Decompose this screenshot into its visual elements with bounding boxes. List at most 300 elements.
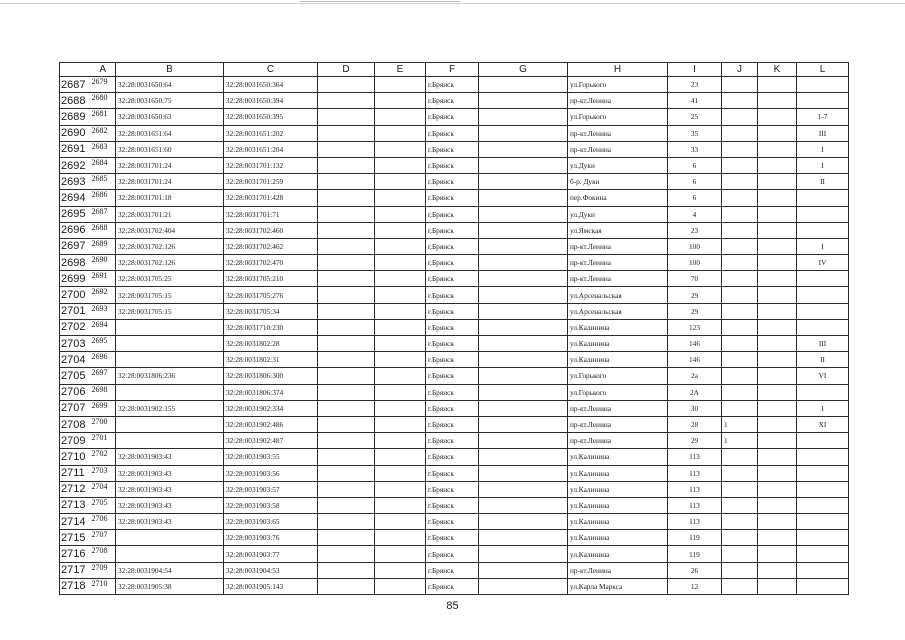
cell-h[interactable]: ул.Калинина bbox=[568, 352, 668, 368]
cell-j[interactable] bbox=[722, 190, 758, 206]
cell-e[interactable] bbox=[375, 546, 426, 562]
cell-f[interactable]: г.Брянск bbox=[426, 530, 479, 546]
cell-i[interactable]: 123 bbox=[668, 319, 722, 335]
cell-j[interactable] bbox=[722, 384, 758, 400]
cell-c[interactable]: 32:28:0031651:204 bbox=[224, 141, 318, 157]
cell-g[interactable] bbox=[479, 287, 568, 303]
cell-g[interactable] bbox=[479, 303, 568, 319]
cell-l[interactable] bbox=[797, 222, 849, 238]
cell-k[interactable] bbox=[758, 125, 797, 141]
cell-i[interactable]: 23 bbox=[668, 222, 722, 238]
cell-g[interactable] bbox=[479, 336, 568, 352]
cell-g[interactable] bbox=[479, 190, 568, 206]
cell-d[interactable] bbox=[318, 433, 375, 449]
cell-d[interactable] bbox=[318, 530, 375, 546]
cell-k[interactable] bbox=[758, 141, 797, 157]
cell-j[interactable] bbox=[722, 206, 758, 222]
cell-h[interactable]: ул.Калинина bbox=[568, 497, 668, 513]
cell-j[interactable] bbox=[722, 530, 758, 546]
column-header-g[interactable]: G bbox=[479, 63, 568, 77]
cell-h[interactable]: ул.Горького bbox=[568, 384, 668, 400]
cell-d[interactable] bbox=[318, 157, 375, 173]
cell-k[interactable] bbox=[758, 109, 797, 125]
cell-h[interactable]: ул.Калинина bbox=[568, 465, 668, 481]
cell-h[interactable]: ул.Карла Маркса bbox=[568, 578, 668, 594]
cell-i[interactable]: 25 bbox=[668, 109, 722, 125]
cell-i[interactable]: 28 bbox=[668, 416, 722, 432]
cell-i[interactable]: 35 bbox=[668, 125, 722, 141]
cell-f[interactable]: г.Брянск bbox=[426, 157, 479, 173]
cell-c[interactable]: 32:28:0031650:395 bbox=[224, 109, 318, 125]
cell-f[interactable]: г.Брянск bbox=[426, 77, 479, 93]
cell-a[interactable]: 2685 bbox=[91, 174, 116, 190]
cell-e[interactable] bbox=[375, 255, 426, 271]
cell-e[interactable] bbox=[375, 109, 426, 125]
cell-c[interactable]: 32:28:0031903:58 bbox=[224, 497, 318, 513]
cell-f[interactable]: г.Брянск bbox=[426, 287, 479, 303]
cell-g[interactable] bbox=[479, 497, 568, 513]
cell-e[interactable] bbox=[375, 141, 426, 157]
cell-f[interactable]: г.Брянск bbox=[426, 206, 479, 222]
cell-b[interactable]: 32:28:0031903:43 bbox=[116, 497, 224, 513]
cell-e[interactable] bbox=[375, 497, 426, 513]
cell-f[interactable]: г.Брянск bbox=[426, 449, 479, 465]
cell-e[interactable] bbox=[375, 578, 426, 594]
cell-j[interactable] bbox=[722, 125, 758, 141]
cell-e[interactable] bbox=[375, 206, 426, 222]
cell-e[interactable] bbox=[375, 303, 426, 319]
cell-b[interactable]: 32:28:0031705:15 bbox=[116, 303, 224, 319]
cell-b[interactable]: 32:28:0031702:404 bbox=[116, 222, 224, 238]
cell-d[interactable] bbox=[318, 303, 375, 319]
cell-a[interactable]: 2708 bbox=[91, 546, 116, 562]
cell-f[interactable]: г.Брянск bbox=[426, 238, 479, 254]
cell-f[interactable]: г.Брянск bbox=[426, 93, 479, 109]
cell-c[interactable]: 32:28:0031651:202 bbox=[224, 125, 318, 141]
cell-c[interactable]: 32:28:0031702:470 bbox=[224, 255, 318, 271]
cell-d[interactable] bbox=[318, 562, 375, 578]
cell-g[interactable] bbox=[479, 238, 568, 254]
cell-j[interactable] bbox=[722, 562, 758, 578]
cell-k[interactable] bbox=[758, 271, 797, 287]
cell-h[interactable]: пр-кт.Ленина bbox=[568, 433, 668, 449]
cell-a[interactable]: 2681 bbox=[91, 109, 116, 125]
cell-i[interactable]: 41 bbox=[668, 93, 722, 109]
cell-k[interactable] bbox=[758, 465, 797, 481]
cell-i[interactable]: 146 bbox=[668, 352, 722, 368]
column-header-a[interactable]: A bbox=[91, 63, 116, 77]
cell-l[interactable] bbox=[797, 530, 849, 546]
cell-j[interactable] bbox=[722, 497, 758, 513]
cell-i[interactable]: 113 bbox=[668, 449, 722, 465]
cell-b[interactable] bbox=[116, 384, 224, 400]
cell-h[interactable]: ул.Ямская bbox=[568, 222, 668, 238]
cell-d[interactable] bbox=[318, 141, 375, 157]
cell-a[interactable]: 2709 bbox=[91, 562, 116, 578]
cell-j[interactable] bbox=[722, 368, 758, 384]
cell-b[interactable] bbox=[116, 416, 224, 432]
cell-d[interactable] bbox=[318, 336, 375, 352]
cell-g[interactable] bbox=[479, 157, 568, 173]
cell-c[interactable]: 32:28:0031903:76 bbox=[224, 530, 318, 546]
cell-e[interactable] bbox=[375, 319, 426, 335]
cell-d[interactable] bbox=[318, 206, 375, 222]
cell-j[interactable] bbox=[722, 352, 758, 368]
cell-f[interactable]: г.Брянск bbox=[426, 416, 479, 432]
cell-d[interactable] bbox=[318, 287, 375, 303]
cell-c[interactable]: 32:28:0031806:374 bbox=[224, 384, 318, 400]
cell-l[interactable] bbox=[797, 77, 849, 93]
cell-i[interactable]: 23 bbox=[668, 77, 722, 93]
cell-d[interactable] bbox=[318, 174, 375, 190]
cell-i[interactable]: 113 bbox=[668, 465, 722, 481]
cell-i[interactable]: 113 bbox=[668, 514, 722, 530]
cell-a[interactable]: 2698 bbox=[91, 384, 116, 400]
cell-c[interactable]: 32:28:0031650:394 bbox=[224, 93, 318, 109]
cell-e[interactable] bbox=[375, 433, 426, 449]
cell-e[interactable] bbox=[375, 125, 426, 141]
cell-d[interactable] bbox=[318, 546, 375, 562]
cell-l[interactable]: I bbox=[797, 238, 849, 254]
column-header-c[interactable]: C bbox=[224, 63, 318, 77]
cell-a[interactable]: 2705 bbox=[91, 497, 116, 513]
cell-f[interactable]: г.Брянск bbox=[426, 465, 479, 481]
cell-b[interactable] bbox=[116, 352, 224, 368]
cell-j[interactable] bbox=[722, 141, 758, 157]
cell-i[interactable]: 29 bbox=[668, 303, 722, 319]
cell-i[interactable]: 6 bbox=[668, 174, 722, 190]
cell-l[interactable] bbox=[797, 465, 849, 481]
cell-b[interactable] bbox=[116, 546, 224, 562]
cell-e[interactable] bbox=[375, 352, 426, 368]
cell-c[interactable]: 32:28:0031903:65 bbox=[224, 514, 318, 530]
cell-h[interactable]: ул.Арсенальская bbox=[568, 287, 668, 303]
cell-d[interactable] bbox=[318, 238, 375, 254]
cell-f[interactable]: г.Брянск bbox=[426, 546, 479, 562]
cell-f[interactable]: г.Брянск bbox=[426, 190, 479, 206]
cell-b[interactable]: 32:28:0031650:75 bbox=[116, 93, 224, 109]
cell-l[interactable]: II bbox=[797, 352, 849, 368]
cell-c[interactable]: 32:28:0031904:53 bbox=[224, 562, 318, 578]
cell-e[interactable] bbox=[375, 77, 426, 93]
cell-d[interactable] bbox=[318, 255, 375, 271]
cell-k[interactable] bbox=[758, 336, 797, 352]
cell-l[interactable] bbox=[797, 206, 849, 222]
cell-i[interactable]: 33 bbox=[668, 141, 722, 157]
cell-d[interactable] bbox=[318, 384, 375, 400]
column-header-i[interactable]: I bbox=[668, 63, 722, 77]
cell-f[interactable]: г.Брянск bbox=[426, 497, 479, 513]
cell-h[interactable]: б-р. Дуки bbox=[568, 174, 668, 190]
cell-h[interactable]: пр-кт.Ленина bbox=[568, 562, 668, 578]
cell-i[interactable]: 146 bbox=[668, 336, 722, 352]
cell-k[interactable] bbox=[758, 77, 797, 93]
cell-d[interactable] bbox=[318, 465, 375, 481]
cell-h[interactable]: ул.Горького bbox=[568, 368, 668, 384]
cell-c[interactable]: 32:28:0031705:210 bbox=[224, 271, 318, 287]
cell-e[interactable] bbox=[375, 449, 426, 465]
cell-k[interactable] bbox=[758, 319, 797, 335]
cell-h[interactable]: ул.Калинина bbox=[568, 530, 668, 546]
cell-f[interactable]: г.Брянск bbox=[426, 514, 479, 530]
column-header-d[interactable]: D bbox=[318, 63, 375, 77]
cell-f[interactable]: г.Брянск bbox=[426, 433, 479, 449]
cell-l[interactable] bbox=[797, 433, 849, 449]
cell-b[interactable]: 32:28:0031806:236 bbox=[116, 368, 224, 384]
cell-k[interactable] bbox=[758, 368, 797, 384]
cell-b[interactable]: 32:28:0031701:24 bbox=[116, 174, 224, 190]
cell-a[interactable]: 2691 bbox=[91, 271, 116, 287]
cell-b[interactable]: 32:28:0031650:63 bbox=[116, 109, 224, 125]
cell-j[interactable] bbox=[722, 109, 758, 125]
cell-d[interactable] bbox=[318, 271, 375, 287]
cell-h[interactable]: пр-кт.Ленина bbox=[568, 93, 668, 109]
cell-a[interactable]: 2696 bbox=[91, 352, 116, 368]
cell-a[interactable]: 2694 bbox=[91, 319, 116, 335]
cell-f[interactable]: г.Брянск bbox=[426, 303, 479, 319]
cell-c[interactable]: 32:28:0031701:71 bbox=[224, 206, 318, 222]
cell-d[interactable] bbox=[318, 497, 375, 513]
cell-d[interactable] bbox=[318, 352, 375, 368]
cell-i[interactable]: 30 bbox=[668, 400, 722, 416]
cell-a[interactable]: 2684 bbox=[91, 157, 116, 173]
cell-d[interactable] bbox=[318, 319, 375, 335]
cell-a[interactable]: 2693 bbox=[91, 303, 116, 319]
column-header-l[interactable]: L bbox=[797, 63, 849, 77]
cell-b[interactable]: 32:28:0031701:24 bbox=[116, 157, 224, 173]
cell-c[interactable]: 32:28:0031702:462 bbox=[224, 238, 318, 254]
cell-l[interactable] bbox=[797, 481, 849, 497]
cell-c[interactable]: 32:28:0031702:460 bbox=[224, 222, 318, 238]
cell-a[interactable]: 2701 bbox=[91, 433, 116, 449]
column-header-b[interactable]: B bbox=[116, 63, 224, 77]
cell-e[interactable] bbox=[375, 481, 426, 497]
cell-e[interactable] bbox=[375, 238, 426, 254]
cell-a[interactable]: 2710 bbox=[91, 578, 116, 594]
cell-d[interactable] bbox=[318, 481, 375, 497]
cell-d[interactable] bbox=[318, 514, 375, 530]
cell-j[interactable] bbox=[722, 481, 758, 497]
cell-b[interactable]: 32:28:0031651:64 bbox=[116, 125, 224, 141]
cell-a[interactable]: 2699 bbox=[91, 400, 116, 416]
cell-l[interactable] bbox=[797, 93, 849, 109]
cell-k[interactable] bbox=[758, 449, 797, 465]
cell-l[interactable]: IV bbox=[797, 255, 849, 271]
cell-g[interactable] bbox=[479, 368, 568, 384]
cell-j[interactable] bbox=[722, 157, 758, 173]
column-header-j[interactable]: J bbox=[722, 63, 758, 77]
cell-k[interactable] bbox=[758, 400, 797, 416]
column-header-f[interactable]: F bbox=[426, 63, 479, 77]
cell-e[interactable] bbox=[375, 384, 426, 400]
cell-a[interactable]: 2700 bbox=[91, 416, 116, 432]
cell-h[interactable]: пр-кт.Ленина bbox=[568, 400, 668, 416]
cell-g[interactable] bbox=[479, 400, 568, 416]
cell-a[interactable]: 2692 bbox=[91, 287, 116, 303]
cell-b[interactable]: 32:28:0031705:25 bbox=[116, 271, 224, 287]
cell-b[interactable] bbox=[116, 319, 224, 335]
cell-g[interactable] bbox=[479, 93, 568, 109]
cell-j[interactable] bbox=[722, 449, 758, 465]
cell-b[interactable] bbox=[116, 336, 224, 352]
cell-a[interactable]: 2688 bbox=[91, 222, 116, 238]
cell-f[interactable]: г.Брянск bbox=[426, 255, 479, 271]
cell-l[interactable]: III bbox=[797, 125, 849, 141]
cell-k[interactable] bbox=[758, 157, 797, 173]
cell-d[interactable] bbox=[318, 190, 375, 206]
cell-a[interactable]: 2690 bbox=[91, 255, 116, 271]
cell-b[interactable]: 32:28:0031904:54 bbox=[116, 562, 224, 578]
cell-b[interactable]: 32:28:0031903:43 bbox=[116, 514, 224, 530]
cell-e[interactable] bbox=[375, 222, 426, 238]
cell-h[interactable]: ул.Калинина bbox=[568, 336, 668, 352]
cell-g[interactable] bbox=[479, 449, 568, 465]
cell-k[interactable] bbox=[758, 222, 797, 238]
cell-i[interactable]: 119 bbox=[668, 530, 722, 546]
cell-i[interactable]: 100 bbox=[668, 255, 722, 271]
cell-e[interactable] bbox=[375, 514, 426, 530]
cell-a[interactable]: 2707 bbox=[91, 530, 116, 546]
cell-b[interactable]: 32:28:0031902:155 bbox=[116, 400, 224, 416]
cell-j[interactable]: 1 bbox=[722, 416, 758, 432]
cell-l[interactable] bbox=[797, 578, 849, 594]
cell-f[interactable]: г.Брянск bbox=[426, 174, 479, 190]
cell-k[interactable] bbox=[758, 190, 797, 206]
cell-c[interactable]: 32:28:0031903:77 bbox=[224, 546, 318, 562]
cell-h[interactable]: ул.Арсенальская bbox=[568, 303, 668, 319]
cell-b[interactable]: 32:28:0031651:60 bbox=[116, 141, 224, 157]
cell-l[interactable] bbox=[797, 319, 849, 335]
cell-a[interactable]: 2697 bbox=[91, 368, 116, 384]
cell-g[interactable] bbox=[479, 255, 568, 271]
cell-l[interactable]: III bbox=[797, 336, 849, 352]
column-header-k[interactable]: K bbox=[758, 63, 797, 77]
cell-j[interactable] bbox=[722, 238, 758, 254]
cell-i[interactable]: 12 bbox=[668, 578, 722, 594]
cell-j[interactable] bbox=[722, 546, 758, 562]
cell-i[interactable]: 70 bbox=[668, 271, 722, 287]
cell-c[interactable]: 32:28:0031902:487 bbox=[224, 433, 318, 449]
cell-c[interactable]: 32:28:0031701:132 bbox=[224, 157, 318, 173]
cell-j[interactable] bbox=[722, 255, 758, 271]
cell-b[interactable]: 32:28:0031903:43 bbox=[116, 449, 224, 465]
cell-j[interactable] bbox=[722, 271, 758, 287]
cell-f[interactable]: г.Брянск bbox=[426, 125, 479, 141]
cell-b[interactable]: 32:28:0031905:38 bbox=[116, 578, 224, 594]
cell-g[interactable] bbox=[479, 562, 568, 578]
cell-l[interactable] bbox=[797, 303, 849, 319]
cell-b[interactable]: 32:28:0031705:15 bbox=[116, 287, 224, 303]
cell-f[interactable]: г.Брянск bbox=[426, 578, 479, 594]
column-header-h[interactable]: H bbox=[568, 63, 668, 77]
cell-f[interactable]: г.Брянск bbox=[426, 319, 479, 335]
cell-c[interactable]: 32:28:0031902:486 bbox=[224, 416, 318, 432]
cell-g[interactable] bbox=[479, 141, 568, 157]
cell-h[interactable]: ул.Дуки bbox=[568, 157, 668, 173]
cell-k[interactable] bbox=[758, 93, 797, 109]
cell-f[interactable]: г.Брянск bbox=[426, 336, 479, 352]
cell-l[interactable]: VI bbox=[797, 368, 849, 384]
cell-l[interactable] bbox=[797, 546, 849, 562]
cell-g[interactable] bbox=[479, 465, 568, 481]
cell-j[interactable] bbox=[722, 514, 758, 530]
cell-h[interactable]: пр-кт.Ленина bbox=[568, 238, 668, 254]
cell-c[interactable]: 32:28:0031802:28 bbox=[224, 336, 318, 352]
cell-g[interactable] bbox=[479, 481, 568, 497]
cell-l[interactable] bbox=[797, 190, 849, 206]
cell-a[interactable]: 2695 bbox=[91, 336, 116, 352]
cell-f[interactable]: г.Брянск bbox=[426, 400, 479, 416]
cell-j[interactable] bbox=[722, 174, 758, 190]
cell-g[interactable] bbox=[479, 271, 568, 287]
cell-i[interactable]: 2А bbox=[668, 384, 722, 400]
cell-k[interactable] bbox=[758, 433, 797, 449]
cell-c[interactable]: 32:28:0031701:259 bbox=[224, 174, 318, 190]
cell-b[interactable]: 32:28:0031903:43 bbox=[116, 481, 224, 497]
cell-b[interactable]: 32:28:0031701:18 bbox=[116, 190, 224, 206]
cell-i[interactable]: 26 bbox=[668, 562, 722, 578]
column-header-e[interactable]: E bbox=[375, 63, 426, 77]
cell-f[interactable]: г.Брянск bbox=[426, 109, 479, 125]
cell-l[interactable] bbox=[797, 271, 849, 287]
cell-e[interactable] bbox=[375, 287, 426, 303]
cell-g[interactable] bbox=[479, 352, 568, 368]
cell-c[interactable]: 32:28:0031903:55 bbox=[224, 449, 318, 465]
cell-k[interactable] bbox=[758, 352, 797, 368]
cell-c[interactable]: 32:28:0031905:143 bbox=[224, 578, 318, 594]
cell-i[interactable]: 2а bbox=[668, 368, 722, 384]
cell-e[interactable] bbox=[375, 157, 426, 173]
cell-c[interactable]: 32:28:0031701:428 bbox=[224, 190, 318, 206]
cell-j[interactable] bbox=[722, 336, 758, 352]
cell-g[interactable] bbox=[479, 416, 568, 432]
cell-g[interactable] bbox=[479, 319, 568, 335]
cell-c[interactable]: 32:28:0031710:230 bbox=[224, 319, 318, 335]
cell-l[interactable] bbox=[797, 287, 849, 303]
cell-c[interactable]: 32:28:0031705:34 bbox=[224, 303, 318, 319]
cell-h[interactable]: пер.Фокина bbox=[568, 190, 668, 206]
cell-a[interactable]: 2703 bbox=[91, 465, 116, 481]
cell-a[interactable]: 2687 bbox=[91, 206, 116, 222]
cell-k[interactable] bbox=[758, 481, 797, 497]
cell-i[interactable]: 4 bbox=[668, 206, 722, 222]
cell-g[interactable] bbox=[479, 546, 568, 562]
cell-i[interactable]: 6 bbox=[668, 157, 722, 173]
cell-a[interactable]: 2680 bbox=[91, 93, 116, 109]
cell-l[interactable]: I bbox=[797, 141, 849, 157]
cell-d[interactable] bbox=[318, 578, 375, 594]
cell-f[interactable]: г.Брянск bbox=[426, 384, 479, 400]
cell-e[interactable] bbox=[375, 465, 426, 481]
cell-d[interactable] bbox=[318, 109, 375, 125]
cell-h[interactable]: пр-кт.Ленина bbox=[568, 255, 668, 271]
cell-f[interactable]: г.Брянск bbox=[426, 271, 479, 287]
cell-l[interactable] bbox=[797, 384, 849, 400]
cell-f[interactable]: г.Брянск bbox=[426, 352, 479, 368]
cell-e[interactable] bbox=[375, 400, 426, 416]
cell-d[interactable] bbox=[318, 125, 375, 141]
cell-l[interactable] bbox=[797, 449, 849, 465]
cell-j[interactable] bbox=[722, 319, 758, 335]
cell-a[interactable]: 2689 bbox=[91, 238, 116, 254]
cell-f[interactable]: г.Брянск bbox=[426, 562, 479, 578]
cell-h[interactable]: ул.Калинина bbox=[568, 514, 668, 530]
cell-e[interactable] bbox=[375, 562, 426, 578]
cell-e[interactable] bbox=[375, 416, 426, 432]
cell-c[interactable]: 32:28:0031903:56 bbox=[224, 465, 318, 481]
cell-k[interactable] bbox=[758, 514, 797, 530]
cell-c[interactable]: 32:28:0031903:57 bbox=[224, 481, 318, 497]
